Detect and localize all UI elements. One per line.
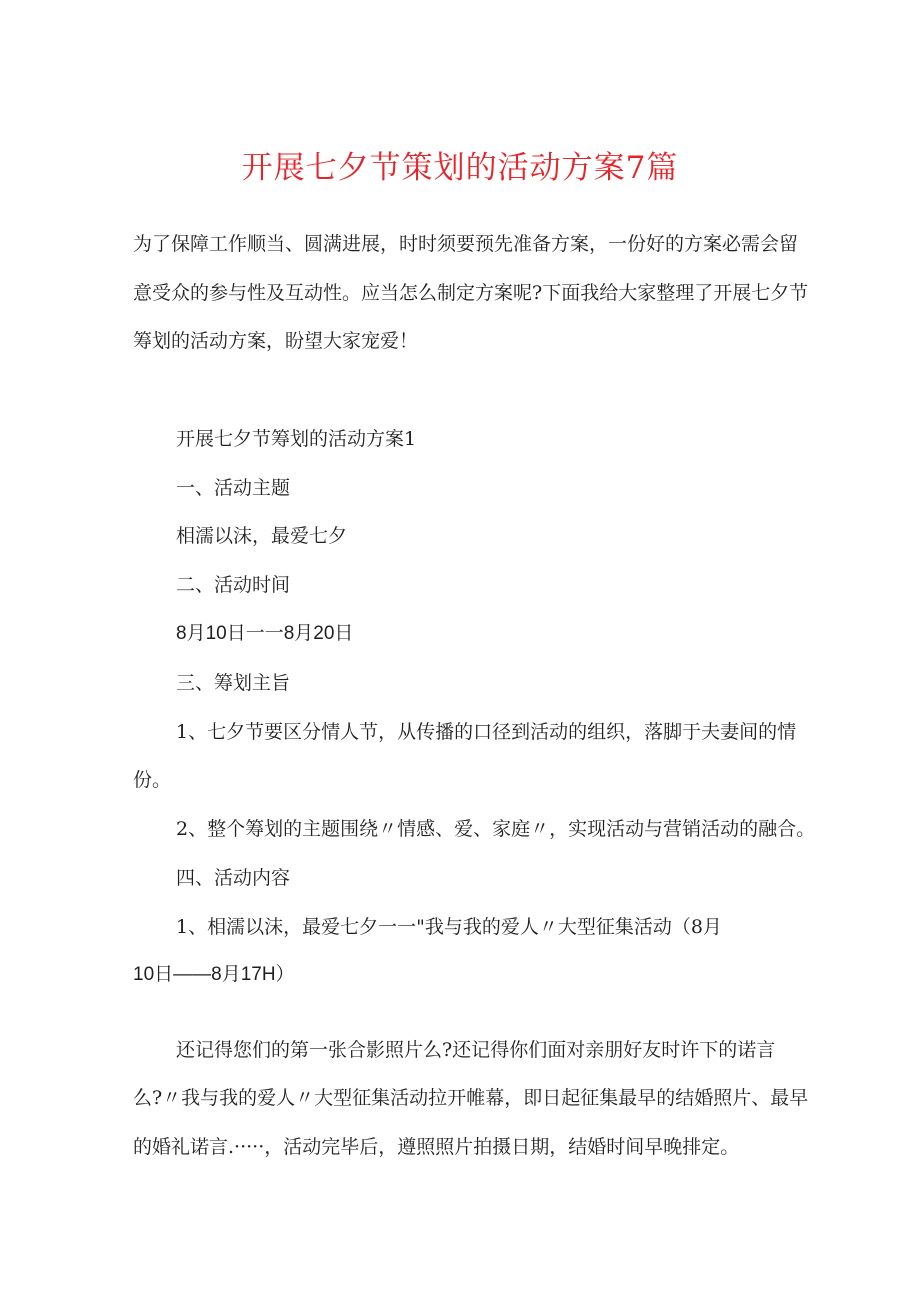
theme-heading: 一、活动主题 [176, 477, 291, 499]
section-heading: 开展七夕节筹划的活动方案1 [176, 428, 417, 450]
purpose-heading: 三、筹划主旨 [176, 672, 291, 694]
content-1-line-2: 10日——8月17H） [133, 964, 295, 985]
paragraph-line-2: 么?〃我与我的爱人〃大型征集活动拉开帷幕，即日起征集最早的结婚照片、最早 [133, 1087, 809, 1109]
purpose-1-line-1: 1、七夕节要区分情人节，从传播的口径到活动的组织，落脚于夫妻间的情 [176, 721, 797, 743]
time-text: 8月10日一一8月20日 [176, 623, 354, 644]
theme-text: 相濡以沫，最爱七夕 [176, 525, 348, 547]
time-heading: 二、活动时间 [176, 574, 291, 596]
purpose-1-line-2: 份。 [133, 769, 172, 791]
intro-line-3: 筹划的活动方案，盼望大家宠爱！ [133, 330, 419, 352]
paragraph-line-3: 的婚礼诺言.·····，活动完毕后，遵照照片拍摄日期，结婚时间早晚排定。 [133, 1136, 740, 1158]
intro-line-1: 为了保障工作顺当、圆满进展，时时须要预先准备方案，一份好的方案必需会留 [133, 233, 799, 255]
content-1-line-1: 1、相濡以沫，最爱七夕一一"我与我的爱人〃大型征集活动（8月 [176, 916, 722, 938]
paragraph-line-1: 还记得您们的第一张合影照片么?还记得你们面对亲朋好友时许下的诺言 [176, 1039, 776, 1061]
intro-line-2: 意受众的参与性及互动性。应当怎么制定方案呢?下面我给大家整理了开展七夕节 [133, 282, 809, 304]
content-heading: 四、活动内容 [176, 867, 291, 889]
document-title: 开展七夕节策划的活动方案7篇 [241, 150, 679, 186]
purpose-2: 2、整个筹划的主题围绕〃情感、爱、家庭〃，实现活动与营销活动的融合。 [176, 818, 816, 840]
